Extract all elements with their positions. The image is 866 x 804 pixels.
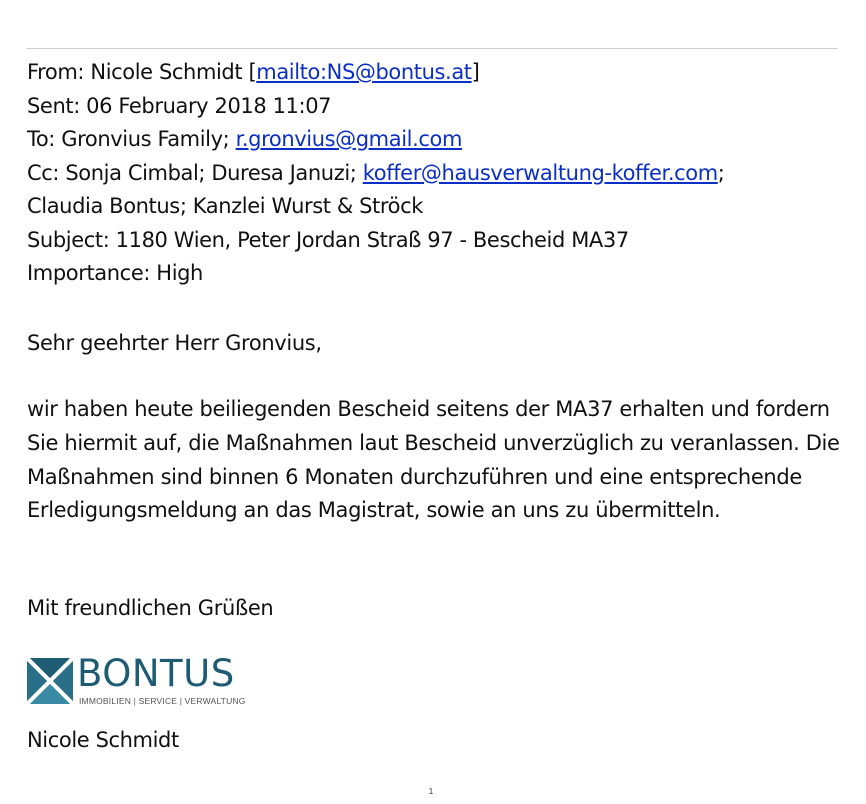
cc-line-continued <box>27 190 837 224</box>
sent-line <box>27 90 837 124</box>
cc-value: Sonja Cimbal; Duresa Januzi; <box>65 160 363 185</box>
logo-wordmark: BONTUS <box>77 652 235 695</box>
email-closing: Mit freundlichen Grüßen <box>27 596 274 620</box>
cc-line <box>27 157 837 191</box>
cc-value-continued: Claudia Bontus; Kanzlei Wurst & Ströck <box>27 194 424 218</box>
to-email-link[interactable]: r.gronvius@gmail.com <box>235 127 462 151</box>
subject-value: 1180 Wien, Peter Jordan Straß 97 - Bescheid MA37 <box>115 227 629 252</box>
importance-line <box>27 257 837 291</box>
bontus-logo <box>27 652 267 706</box>
email-header <box>27 56 837 291</box>
subject-label: Subject: <box>27 227 110 252</box>
importance-value: High <box>156 261 203 285</box>
to-value: Gronvius Family; <box>61 127 236 151</box>
to-line <box>27 123 837 157</box>
signature-name: Nicole Schmidt <box>27 728 179 752</box>
importance-label: Importance: <box>27 261 151 285</box>
sent-label: Sent: <box>27 93 80 118</box>
email-body-paragraph: wir haben heute beiliegenden Bescheid seitens der MA37 erhalten und fordern Sie hiermit auf, die Maßnahmen laut Bescheid unverzüglich zu veranlassen. Die Maßnahmen sind binnen 6 Monaten durchzuführen und eine entsprechende Erledigungsmeldung an das Magistrat, sowie an uns zu übermitteln. <box>27 397 840 523</box>
from-bracket: ] <box>471 60 480 84</box>
cc-email-link[interactable]: koffer@hausverwaltung-koffer.com <box>362 160 718 185</box>
from-email-link[interactable]: mailto:NS@bontus.at <box>256 60 472 84</box>
from-label: From: <box>27 60 85 84</box>
to-label: To: <box>27 127 55 151</box>
bontus-logo-mark-icon <box>27 658 73 704</box>
from-line <box>27 56 837 90</box>
cc-separator: ; <box>717 160 725 185</box>
cc-label: Cc: <box>27 160 60 185</box>
from-name: Nicole Schmidt [ <box>90 60 257 84</box>
page-number: 1 <box>428 787 434 796</box>
email-greeting: Sehr geehrter Herr Gronvius, <box>27 331 322 355</box>
sent-value: 06 February 2018 11:07 <box>86 93 332 118</box>
logo-tagline: IMMOBILIEN | SERVICE | VERWALTUNG <box>79 696 246 706</box>
header-divider <box>26 48 838 49</box>
subject-line <box>27 224 837 258</box>
